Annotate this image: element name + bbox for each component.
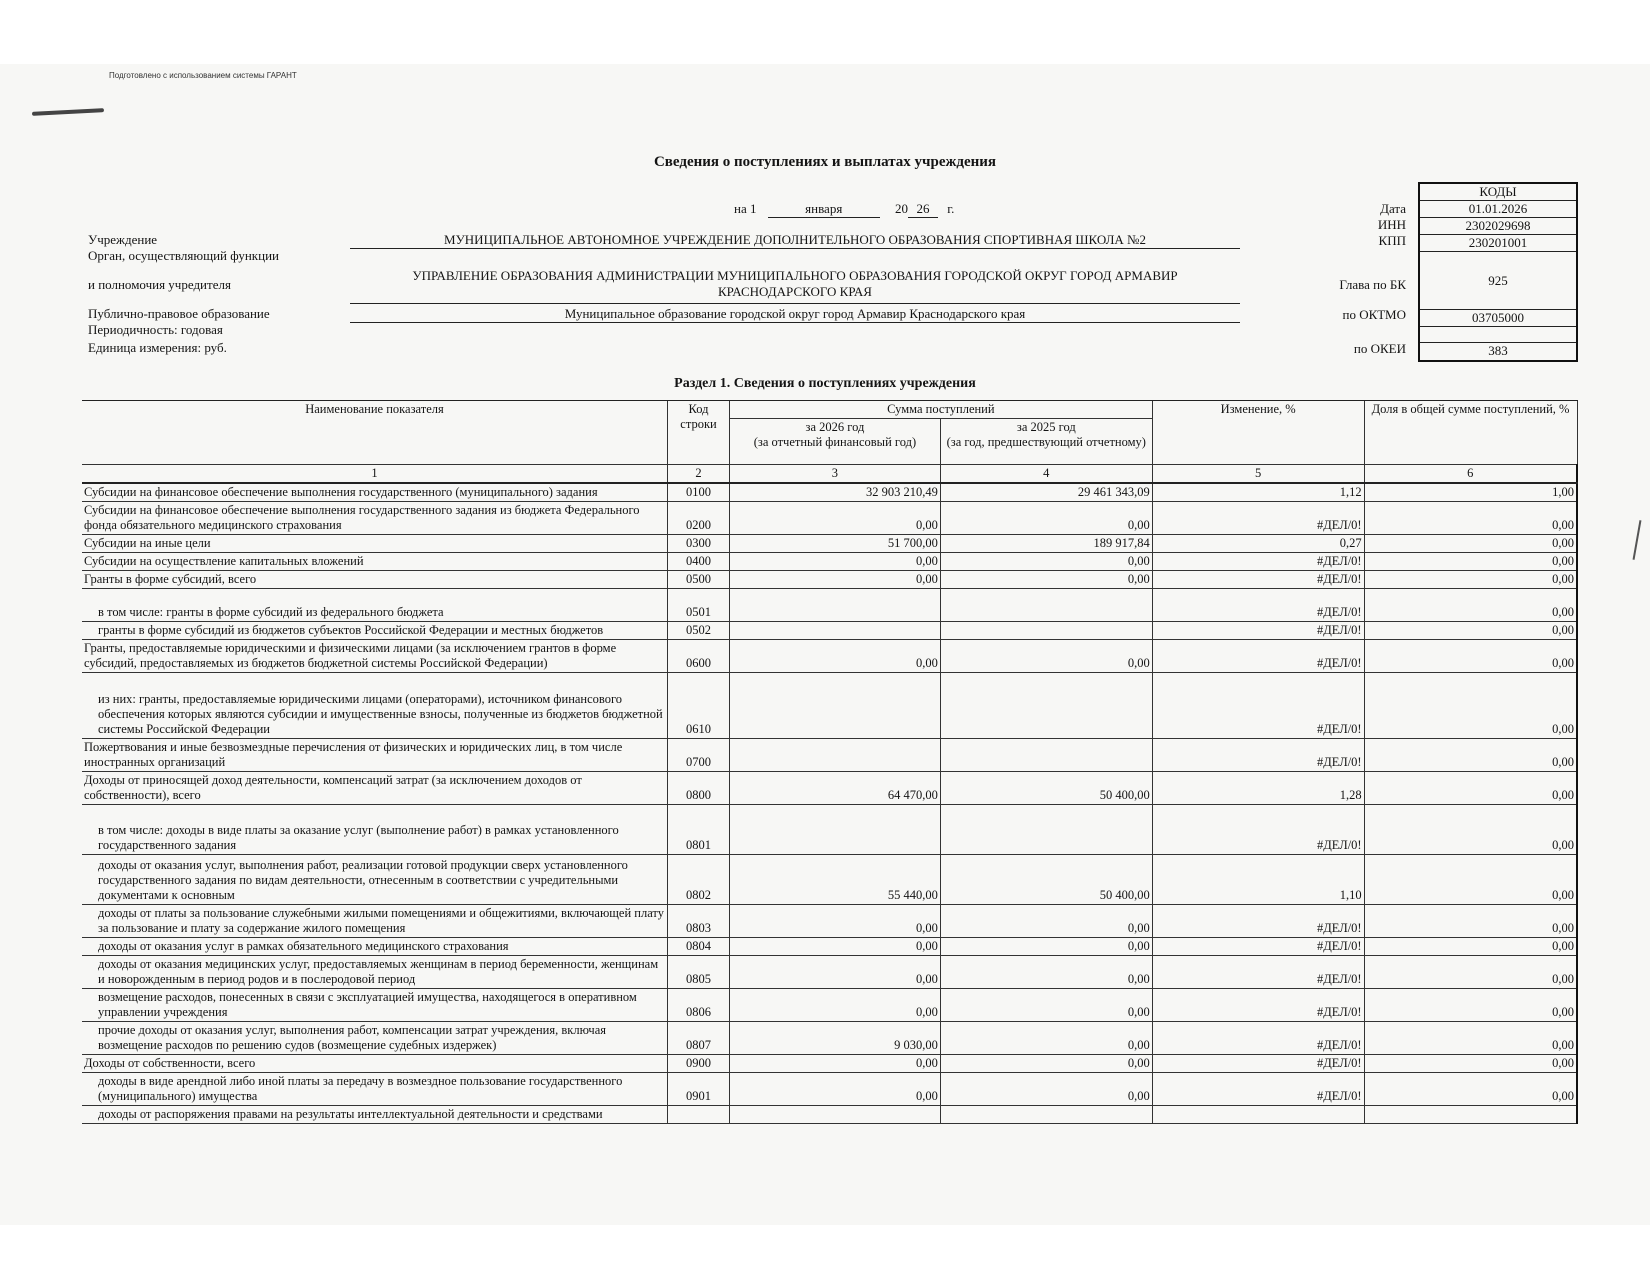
date-prefix: на 1: [734, 201, 757, 216]
row-share: 0,00: [1364, 589, 1577, 622]
col-number: 5: [1152, 465, 1364, 484]
row-code: 0805: [668, 956, 730, 989]
table-row: [82, 673, 1577, 739]
table-row: [82, 805, 1577, 855]
row-prev-year: 0,00: [940, 571, 1152, 589]
col-header-current-year-a: за 2026 год: [805, 420, 865, 434]
date-year: 26: [908, 201, 938, 218]
col-number: 4: [940, 465, 1152, 484]
row-prev-year: [940, 805, 1152, 855]
row-current-year: [730, 739, 941, 772]
row-share: 0,00: [1364, 855, 1577, 905]
col-header-change: Изменение, %: [1152, 401, 1364, 465]
row-name: Субсидии на финансовое обеспечение выполнения государственного (муниципального) задания: [82, 483, 668, 502]
code-label-bk: Глава по БК: [1339, 277, 1406, 292]
row-current-year: 9 030,00: [730, 1022, 941, 1055]
row-prev-year: 0,00: [940, 1073, 1152, 1106]
row-share: 0,00: [1364, 739, 1577, 772]
row-current-year: 0,00: [730, 553, 941, 571]
row-change: #ДЕЛ/0!: [1152, 640, 1364, 673]
row-change: 1,28: [1152, 772, 1364, 805]
row-prev-year: [940, 622, 1152, 640]
code-kpp: 230201001: [1419, 235, 1577, 252]
row-prev-year: 0,00: [940, 956, 1152, 989]
row-share: 0,00: [1364, 1022, 1577, 1055]
row-current-year: 0,00: [730, 956, 941, 989]
row-prev-year: 0,00: [940, 553, 1152, 571]
row-change: #ДЕЛ/0!: [1152, 1073, 1364, 1106]
code-oktmo: 03705000: [1419, 310, 1577, 327]
col-number: 1: [82, 465, 668, 484]
row-prev-year: 29 461 343,09: [940, 483, 1152, 502]
table-row: [82, 1022, 1577, 1055]
founder-underline: [350, 303, 1240, 304]
row-name: гранты в форме субсидий из бюджетов субъектов Российской Федерации и местных бюджетов: [82, 622, 668, 640]
table-row: [82, 589, 1577, 622]
row-share: 0,00: [1364, 989, 1577, 1022]
row-prev-year: 0,00: [940, 905, 1152, 938]
row-code: 0502: [668, 622, 730, 640]
codes-table: [1418, 182, 1578, 362]
row-current-year: [730, 622, 941, 640]
col-header-prev-year: [940, 419, 1152, 465]
row-change: #ДЕЛ/0!: [1152, 938, 1364, 956]
row-change: #ДЕЛ/0!: [1152, 805, 1364, 855]
row-change: #ДЕЛ/0!: [1152, 589, 1364, 622]
table-row: [82, 502, 1577, 535]
row-current-year: 0,00: [730, 571, 941, 589]
date-suffix: г.: [947, 201, 955, 216]
code-label-oktmo: по ОКТМО: [1342, 307, 1406, 322]
col-header-name: Наименование показателя: [82, 401, 668, 465]
row-change: #ДЕЛ/0!: [1152, 622, 1364, 640]
row-name: доходы в виде арендной либо иной платы за передачу в возмездное пользование государственного (муниципального) имущества: [82, 1073, 668, 1106]
row-code: 0807: [668, 1022, 730, 1055]
table-row: [82, 483, 1577, 502]
row-name: Доходы от собственности, всего: [82, 1055, 668, 1073]
row-change: 1,10: [1152, 855, 1364, 905]
code-label-okei: по ОКЕИ: [1353, 341, 1406, 356]
row-prev-year: 0,00: [940, 1022, 1152, 1055]
founder-name-2: КРАСНОДАРСКОГО КРАЯ: [718, 284, 872, 299]
row-current-year: 0,00: [730, 938, 941, 956]
row-code: 0500: [668, 571, 730, 589]
row-prev-year: 0,00: [940, 989, 1152, 1022]
row-name: возмещение расходов, понесенных в связи с эксплуатацией имущества, находящегося в оперативном управлении учреждения: [82, 989, 668, 1022]
row-share: 0,00: [1364, 772, 1577, 805]
row-current-year: 0,00: [730, 1055, 941, 1073]
table-row: [82, 956, 1577, 989]
code-empty: [1419, 327, 1577, 343]
date-year-prefix: 20: [894, 201, 908, 216]
founder-label-1: Орган, осуществляющий функции: [88, 248, 279, 263]
row-prev-year: 0,00: [940, 502, 1152, 535]
institution-label: Учреждение: [88, 232, 158, 247]
table-row: [82, 938, 1577, 956]
col-header-current-year-b: (за отчетный финансовый год): [753, 435, 917, 449]
row-share: 0,00: [1364, 553, 1577, 571]
row-name: из них: гранты, предоставляемые юридическими лицами (операторами), источником финансового обеспечения которых являются субсидии и имущественные взносы, полученные из бюджетов бюджетной системы Российской Федерации: [82, 673, 668, 739]
table-row: [82, 571, 1577, 589]
code-date: 01.01.2026: [1419, 201, 1577, 218]
institution-name: МУНИЦИПАЛЬНОЕ АВТОНОМНОЕ УЧРЕЖДЕНИЕ ДОПОЛНИТЕЛЬНОГО ОБРАЗОВАНИЯ СПОРТИВНАЯ ШКОЛА №2: [444, 232, 1146, 247]
row-code: 0300: [668, 535, 730, 553]
table-row: [82, 1073, 1577, 1106]
row-share: 0,00: [1364, 938, 1577, 956]
table-row: [82, 739, 1577, 772]
row-current-year: [730, 1106, 941, 1124]
row-prev-year: 0,00: [940, 1055, 1152, 1073]
row-code: 0800: [668, 772, 730, 805]
table-row: [82, 905, 1577, 938]
row-prev-year: [940, 673, 1152, 739]
row-current-year: 0,00: [730, 989, 941, 1022]
row-change: #ДЕЛ/0!: [1152, 553, 1364, 571]
col-number: 6: [1364, 465, 1577, 484]
code-label-kpp: КПП: [1378, 233, 1406, 248]
row-code: 0400: [668, 553, 730, 571]
row-name: Субсидии на финансовое обеспечение выполнения государственного задания из бюджета Федерального фонда обязательного медицинского страхования: [82, 502, 668, 535]
row-prev-year: 189 917,84: [940, 535, 1152, 553]
date-month: января: [768, 201, 880, 218]
ppo-name: Муниципальное образование городской округ город Армавир Краснодарского края: [564, 306, 1026, 321]
row-code: 0803: [668, 905, 730, 938]
row-change: #ДЕЛ/0!: [1152, 956, 1364, 989]
row-current-year: [730, 589, 941, 622]
institution-underline: [350, 248, 1240, 249]
row-name: доходы от оказания услуг в рамках обязательного медицинского страхования: [82, 938, 668, 956]
col-header-code: Код строки: [668, 401, 730, 465]
ppo-label: Публично-правовое образование: [88, 306, 270, 321]
row-name: Доходы от приносящей доход деятельности, компенсаций затрат (за исключением доходов от собственности), всего: [82, 772, 668, 805]
row-share: [1364, 1106, 1577, 1124]
table-row: [82, 772, 1577, 805]
row-share: 0,00: [1364, 502, 1577, 535]
row-change: #ДЕЛ/0!: [1152, 989, 1364, 1022]
row-prev-year: [940, 739, 1152, 772]
col-header-prev-year-a: за 2025 год: [1016, 420, 1076, 434]
row-prev-year: [940, 589, 1152, 622]
row-share: 0,00: [1364, 905, 1577, 938]
row-current-year: 64 470,00: [730, 772, 941, 805]
row-name: Гранты в форме субсидий, всего: [82, 571, 668, 589]
col-header-share: Доля в общей сумме поступлений, %: [1364, 401, 1577, 465]
row-current-year: 0,00: [730, 1073, 941, 1106]
row-name: Гранты, предоставляемые юридическими и физическими лицами (за исключением грантов в форме субсидий, предоставляемых из бюджетов бюджетной системы Российской Федерации): [82, 640, 668, 673]
row-current-year: 51 700,00: [730, 535, 941, 553]
row-change: #ДЕЛ/0!: [1152, 905, 1364, 938]
report-date-line: [734, 201, 954, 218]
code-inn: 2302029698: [1419, 218, 1577, 235]
code-label-inn: ИНН: [1377, 217, 1406, 232]
row-share: 0,00: [1364, 640, 1577, 673]
founder-name-1: УПРАВЛЕНИЕ ОБРАЗОВАНИЯ АДМИНИСТРАЦИИ МУНИЦИПАЛЬНОГО ОБРАЗОВАНИЯ ГОРОДСКОЙ ОКРУГ ГОРОД АРМАВИР: [412, 268, 1178, 283]
col-header-sum: Сумма поступлений: [730, 401, 1153, 419]
periodicity: Периодичность: годовая: [88, 322, 223, 337]
row-code: [668, 1106, 730, 1124]
table-row: [82, 553, 1577, 571]
row-name: прочие доходы от оказания услуг, выполнения работ, компенсации затрат учреждения, включая возмещение расходов по решению судов (возмещение судебных издержек): [82, 1022, 668, 1055]
row-code: 0900: [668, 1055, 730, 1073]
row-code: 0610: [668, 673, 730, 739]
row-code: 0100: [668, 483, 730, 502]
row-current-year: 0,00: [730, 502, 941, 535]
row-code: 0600: [668, 640, 730, 673]
row-current-year: 32 903 210,49: [730, 483, 941, 502]
table-row: [82, 622, 1577, 640]
row-code: 0801: [668, 805, 730, 855]
founder-label-2: и полномочия учредителя: [88, 277, 231, 292]
row-change: #ДЕЛ/0!: [1152, 502, 1364, 535]
row-current-year: 55 440,00: [730, 855, 941, 905]
code-bk: 925: [1419, 252, 1577, 310]
codes-header: КОДЫ: [1419, 183, 1577, 201]
table-row: [82, 535, 1577, 553]
col-header-prev-year-b: (за год, предшествующий отчетному): [946, 435, 1146, 449]
row-change: #ДЕЛ/0!: [1152, 1022, 1364, 1055]
row-share: 0,00: [1364, 673, 1577, 739]
row-code: 0200: [668, 502, 730, 535]
code-okei: 383: [1419, 343, 1577, 361]
col-number: 3: [730, 465, 941, 484]
row-share: 0,00: [1364, 805, 1577, 855]
row-name: доходы от оказания медицинских услуг, предоставляемых женщинам в период беременности, женщинам и новорожденным в период родов и в послеродовой период: [82, 956, 668, 989]
row-name: в том числе: гранты в форме субсидий из федерального бюджета: [82, 589, 668, 622]
table-row: [82, 1106, 1577, 1124]
row-share: 0,00: [1364, 622, 1577, 640]
unit-label: Единица измерения: руб.: [88, 340, 227, 355]
document-title: Сведения о поступлениях и выплатах учреждения: [653, 154, 997, 170]
row-code: 0806: [668, 989, 730, 1022]
row-name: доходы от платы за пользование служебными жилыми помещениями и общежитиями, включающей плату за пользование и плату за содержание жилого помещения: [82, 905, 668, 938]
ppo-underline: [350, 322, 1240, 323]
row-code: 0804: [668, 938, 730, 956]
row-change: [1152, 1106, 1364, 1124]
row-name: доходы от оказания услуг, выполнения работ, реализации готовой продукции сверх установленного государственного задания по видам деятельности, отнесенным в соответствии с учредительными документами к основным: [82, 855, 668, 905]
row-change: #ДЕЛ/0!: [1152, 1055, 1364, 1073]
row-share: 0,00: [1364, 956, 1577, 989]
row-prev-year: [940, 1106, 1152, 1124]
row-current-year: [730, 805, 941, 855]
row-name: в том числе: доходы в виде платы за оказание услуг (выполнение работ) в рамках установленного государственного задания: [82, 805, 668, 855]
row-share: 0,00: [1364, 1073, 1577, 1106]
row-name: Субсидии на осуществление капитальных вложений: [82, 553, 668, 571]
row-prev-year: 0,00: [940, 938, 1152, 956]
row-prev-year: 50 400,00: [940, 772, 1152, 805]
row-change: 1,12: [1152, 483, 1364, 502]
row-prev-year: 0,00: [940, 640, 1152, 673]
col-number: 2: [668, 465, 730, 484]
table-row: [82, 1055, 1577, 1073]
table-row: [82, 855, 1577, 905]
row-code: 0802: [668, 855, 730, 905]
row-share: 0,00: [1364, 571, 1577, 589]
row-current-year: [730, 673, 941, 739]
row-share: 1,00: [1364, 483, 1577, 502]
receipts-table: [82, 401, 1578, 1124]
row-current-year: 0,00: [730, 905, 941, 938]
row-name: доходы от распоряжения правами на результаты интеллектуальной деятельности и средствами: [82, 1106, 668, 1124]
garant-note: Подготовлено с использованием системы ГАРАНТ: [109, 71, 297, 80]
row-change: #ДЕЛ/0!: [1152, 673, 1364, 739]
section1-title: Раздел 1. Сведения о поступлениях учреждения: [674, 376, 976, 391]
row-share: 0,00: [1364, 1055, 1577, 1073]
row-name: Субсидии на иные цели: [82, 535, 668, 553]
row-current-year: 0,00: [730, 640, 941, 673]
row-name: Пожертвования и иные безвозмездные перечисления от физических и юридических лиц, в том числе иностранных организаций: [82, 739, 668, 772]
table-bottom-edge: [82, 1141, 1578, 1143]
row-code: 0501: [668, 589, 730, 622]
table-row: [82, 640, 1577, 673]
row-change: #ДЕЛ/0!: [1152, 739, 1364, 772]
code-label-date: Дата: [1380, 201, 1406, 216]
table-row: [82, 989, 1577, 1022]
row-change: 0,27: [1152, 535, 1364, 553]
row-code: 0901: [668, 1073, 730, 1106]
col-header-current-year: [730, 419, 941, 465]
row-share: 0,00: [1364, 535, 1577, 553]
row-change: #ДЕЛ/0!: [1152, 571, 1364, 589]
row-prev-year: 50 400,00: [940, 855, 1152, 905]
row-code: 0700: [668, 739, 730, 772]
